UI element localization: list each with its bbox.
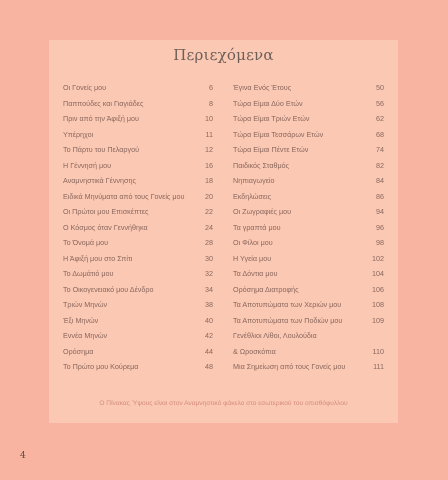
toc-entry-page: 102	[372, 253, 384, 263]
toc-entry-page: 106	[372, 284, 384, 294]
toc-entry	[233, 176, 384, 192]
toc-entry-page: 16	[205, 160, 213, 170]
toc-entry-page: 28	[205, 238, 213, 247]
toc-entry-page: 111	[373, 362, 384, 371]
toc-entry-label: Οι Πρώτοι μου Επισκέπτες	[63, 207, 149, 216]
toc-entry-page: 30	[205, 253, 213, 263]
toc-entry-label: Το Πάρτυ του Πελαργού	[63, 145, 140, 154]
toc-entry-page: 20	[205, 191, 213, 201]
toc-entry-page: 110	[372, 346, 384, 356]
toc-entry-page: 62	[376, 114, 384, 123]
toc-entry-label: Οι Γονείς μου	[63, 83, 107, 92]
toc-entry	[233, 362, 384, 378]
toc-entry	[233, 83, 384, 99]
toc-entry-page: 6	[209, 83, 213, 92]
toc-entry-page: 50	[376, 83, 384, 92]
toc-entry	[63, 254, 213, 270]
toc-entry	[63, 161, 213, 177]
toc-entry-page: 34	[205, 284, 213, 294]
toc-entry-page: 96	[376, 222, 384, 232]
toc-entry-label: Τα Αποτυπώματα των Ποδιών μου	[233, 315, 343, 325]
toc-entry-page: 22	[205, 207, 213, 216]
toc-entry-label: Μια Σημείωση από τους Γονείς μου	[233, 362, 346, 371]
toc-entry	[63, 316, 213, 332]
toc-entry-label: Ορόσημα	[63, 346, 94, 356]
toc-entry-label: Παππούδες και Γιαγιάδες	[63, 98, 144, 108]
toc-entry	[233, 114, 384, 130]
toc-entry-label: Τα γραπτά μου	[233, 222, 281, 232]
toc-entry	[233, 238, 384, 254]
toc-entry	[63, 130, 213, 146]
toc-entry-page: 109	[372, 315, 384, 325]
toc-entry-page: 74	[376, 145, 384, 154]
toc-entry-label: Οι Ζωγραφιές μου	[233, 207, 292, 216]
toc-entry-label: Τα Αποτυπώματα των Χεριών μου	[233, 300, 342, 309]
toc-entry-label: Παιδικός Σταθμός	[233, 160, 290, 170]
toc-entry	[233, 223, 384, 239]
toc-entry	[63, 192, 213, 208]
toc-entry-label: Πριν από την Άφιξή μου	[63, 114, 139, 123]
toc-entry-label: Έγινα Ενός Έτους	[233, 83, 292, 92]
toc-entry	[233, 130, 384, 146]
toc-entry-label: Το Όνομά μου	[63, 238, 109, 247]
toc-entry-page: 11	[205, 129, 213, 139]
toc-entry-page: 18	[205, 176, 213, 185]
toc-entry	[233, 192, 384, 208]
toc-panel	[49, 40, 398, 423]
toc-entry	[233, 316, 384, 332]
toc-entry	[63, 99, 213, 115]
toc-entry	[63, 207, 213, 223]
toc-entry-label: Γενέθλιοι Λίθοι, Λουλούδια	[233, 331, 317, 340]
toc-entry	[63, 300, 213, 316]
toc-entry-label: Αναμνηστικά Γέννησης	[63, 176, 136, 185]
toc-entry-page: 82	[376, 160, 384, 170]
toc-entry-label: Τώρα Είμαι Τεσσάρων Ετών	[233, 129, 324, 139]
toc-entry-page: 86	[376, 191, 384, 201]
toc-entry	[63, 285, 213, 301]
toc-entry	[233, 285, 384, 301]
toc-entry-page: 24	[205, 222, 213, 232]
toc-entry-page: 108	[372, 300, 384, 309]
toc-entry	[63, 223, 213, 239]
toc-entry-label: Το Πρώτο μου Κούρεμα	[63, 362, 139, 371]
toc-entry-label: Τα Δόντια μου	[233, 269, 278, 278]
toc-entry-page: 68	[376, 129, 384, 139]
toc-entry-page: 40	[205, 315, 213, 325]
toc-column-right	[233, 83, 384, 378]
toc-entry-label: Τώρα Είμαι Δύο Ετών	[233, 98, 303, 108]
toc-entry	[233, 145, 384, 161]
toc-entry	[63, 347, 213, 363]
toc-entry-label: Τώρα Είμαι Πέντε Ετών	[233, 145, 309, 154]
toc-entry-page: 32	[205, 269, 213, 278]
toc-entry-label: Η Υγεία μου	[233, 253, 272, 263]
toc-entry-label: Ειδικά Μηνύματα από τους Γονείς μου	[63, 191, 185, 201]
toc-entry	[233, 300, 384, 316]
toc-entry-label: Η Γέννησή μου	[63, 160, 112, 170]
height-chart-note: Ο Πίνακας Ύψους είναι στον Αναμνηστικό φάκελο στο εσωτερικού του οπισθόφυλλου	[99, 400, 348, 407]
toc-column-left	[63, 83, 213, 378]
toc-entry	[63, 176, 213, 192]
toc-entry-label: Ο Κόσμος όταν Γεννήθηκα	[63, 222, 148, 232]
toc-entry-label: Το Δωμάτιό μου	[63, 269, 114, 278]
toc-entry-page: 44	[205, 346, 213, 356]
toc-entry-label: Τώρα Είμαι Τριών Ετών	[233, 114, 310, 123]
toc-entry-page: 8	[209, 98, 213, 108]
toc-entry-label: Εκδηλώσεις	[233, 191, 272, 201]
toc-entry	[63, 145, 213, 161]
toc-entry-label: Τριών Μηνών	[63, 300, 108, 309]
toc-entry	[63, 362, 213, 378]
toc-entry	[233, 347, 384, 363]
toc-entry-page: 12	[205, 145, 213, 154]
toc-entry	[63, 114, 213, 130]
toc-entry-label: Το Οικογενειακό μου Δένδρο	[63, 284, 154, 294]
toc-entry-label: Νηπιαγωγείο	[233, 176, 275, 185]
toc-entry	[233, 269, 384, 285]
toc-entry	[63, 331, 213, 347]
toc-entry	[233, 161, 384, 177]
toc-entry	[233, 99, 384, 115]
toc-entry-label: Εννέα Μηνών	[63, 331, 108, 340]
toc-entry-label: Υπέρηχοι	[63, 129, 94, 139]
toc-entry-page: 38	[205, 300, 213, 309]
toc-entry-page: 94	[376, 207, 384, 216]
toc-entry-page: 98	[376, 238, 384, 247]
toc-entry-label: Η Άφιξή μου στο Σπίτι	[63, 253, 133, 263]
toc-entry-page: 104	[372, 269, 384, 278]
toc-entry-page: 42	[205, 331, 213, 340]
toc-entry	[233, 254, 384, 270]
toc-entry-label: Ορόσημα Διατροφής	[233, 284, 299, 294]
toc-entry-page: 10	[205, 114, 213, 123]
toc-entry-page: 84	[376, 176, 384, 185]
toc-entry-label: Έξι Μηνών	[63, 315, 99, 325]
toc-entry	[233, 207, 384, 223]
toc-entry	[63, 83, 213, 99]
toc-entry-page: 56	[376, 98, 384, 108]
toc-entry-page: 48	[205, 362, 213, 371]
toc-entry	[233, 331, 384, 347]
toc-entry-label: Οι Φίλοι μου	[233, 238, 273, 247]
toc-entry-label: & Ωροσκόπια	[233, 346, 276, 356]
page-number: 4	[20, 451, 26, 461]
toc-entry	[63, 238, 213, 254]
toc-entry	[63, 269, 213, 285]
page-title: Περιεχόμενα	[173, 46, 274, 64]
